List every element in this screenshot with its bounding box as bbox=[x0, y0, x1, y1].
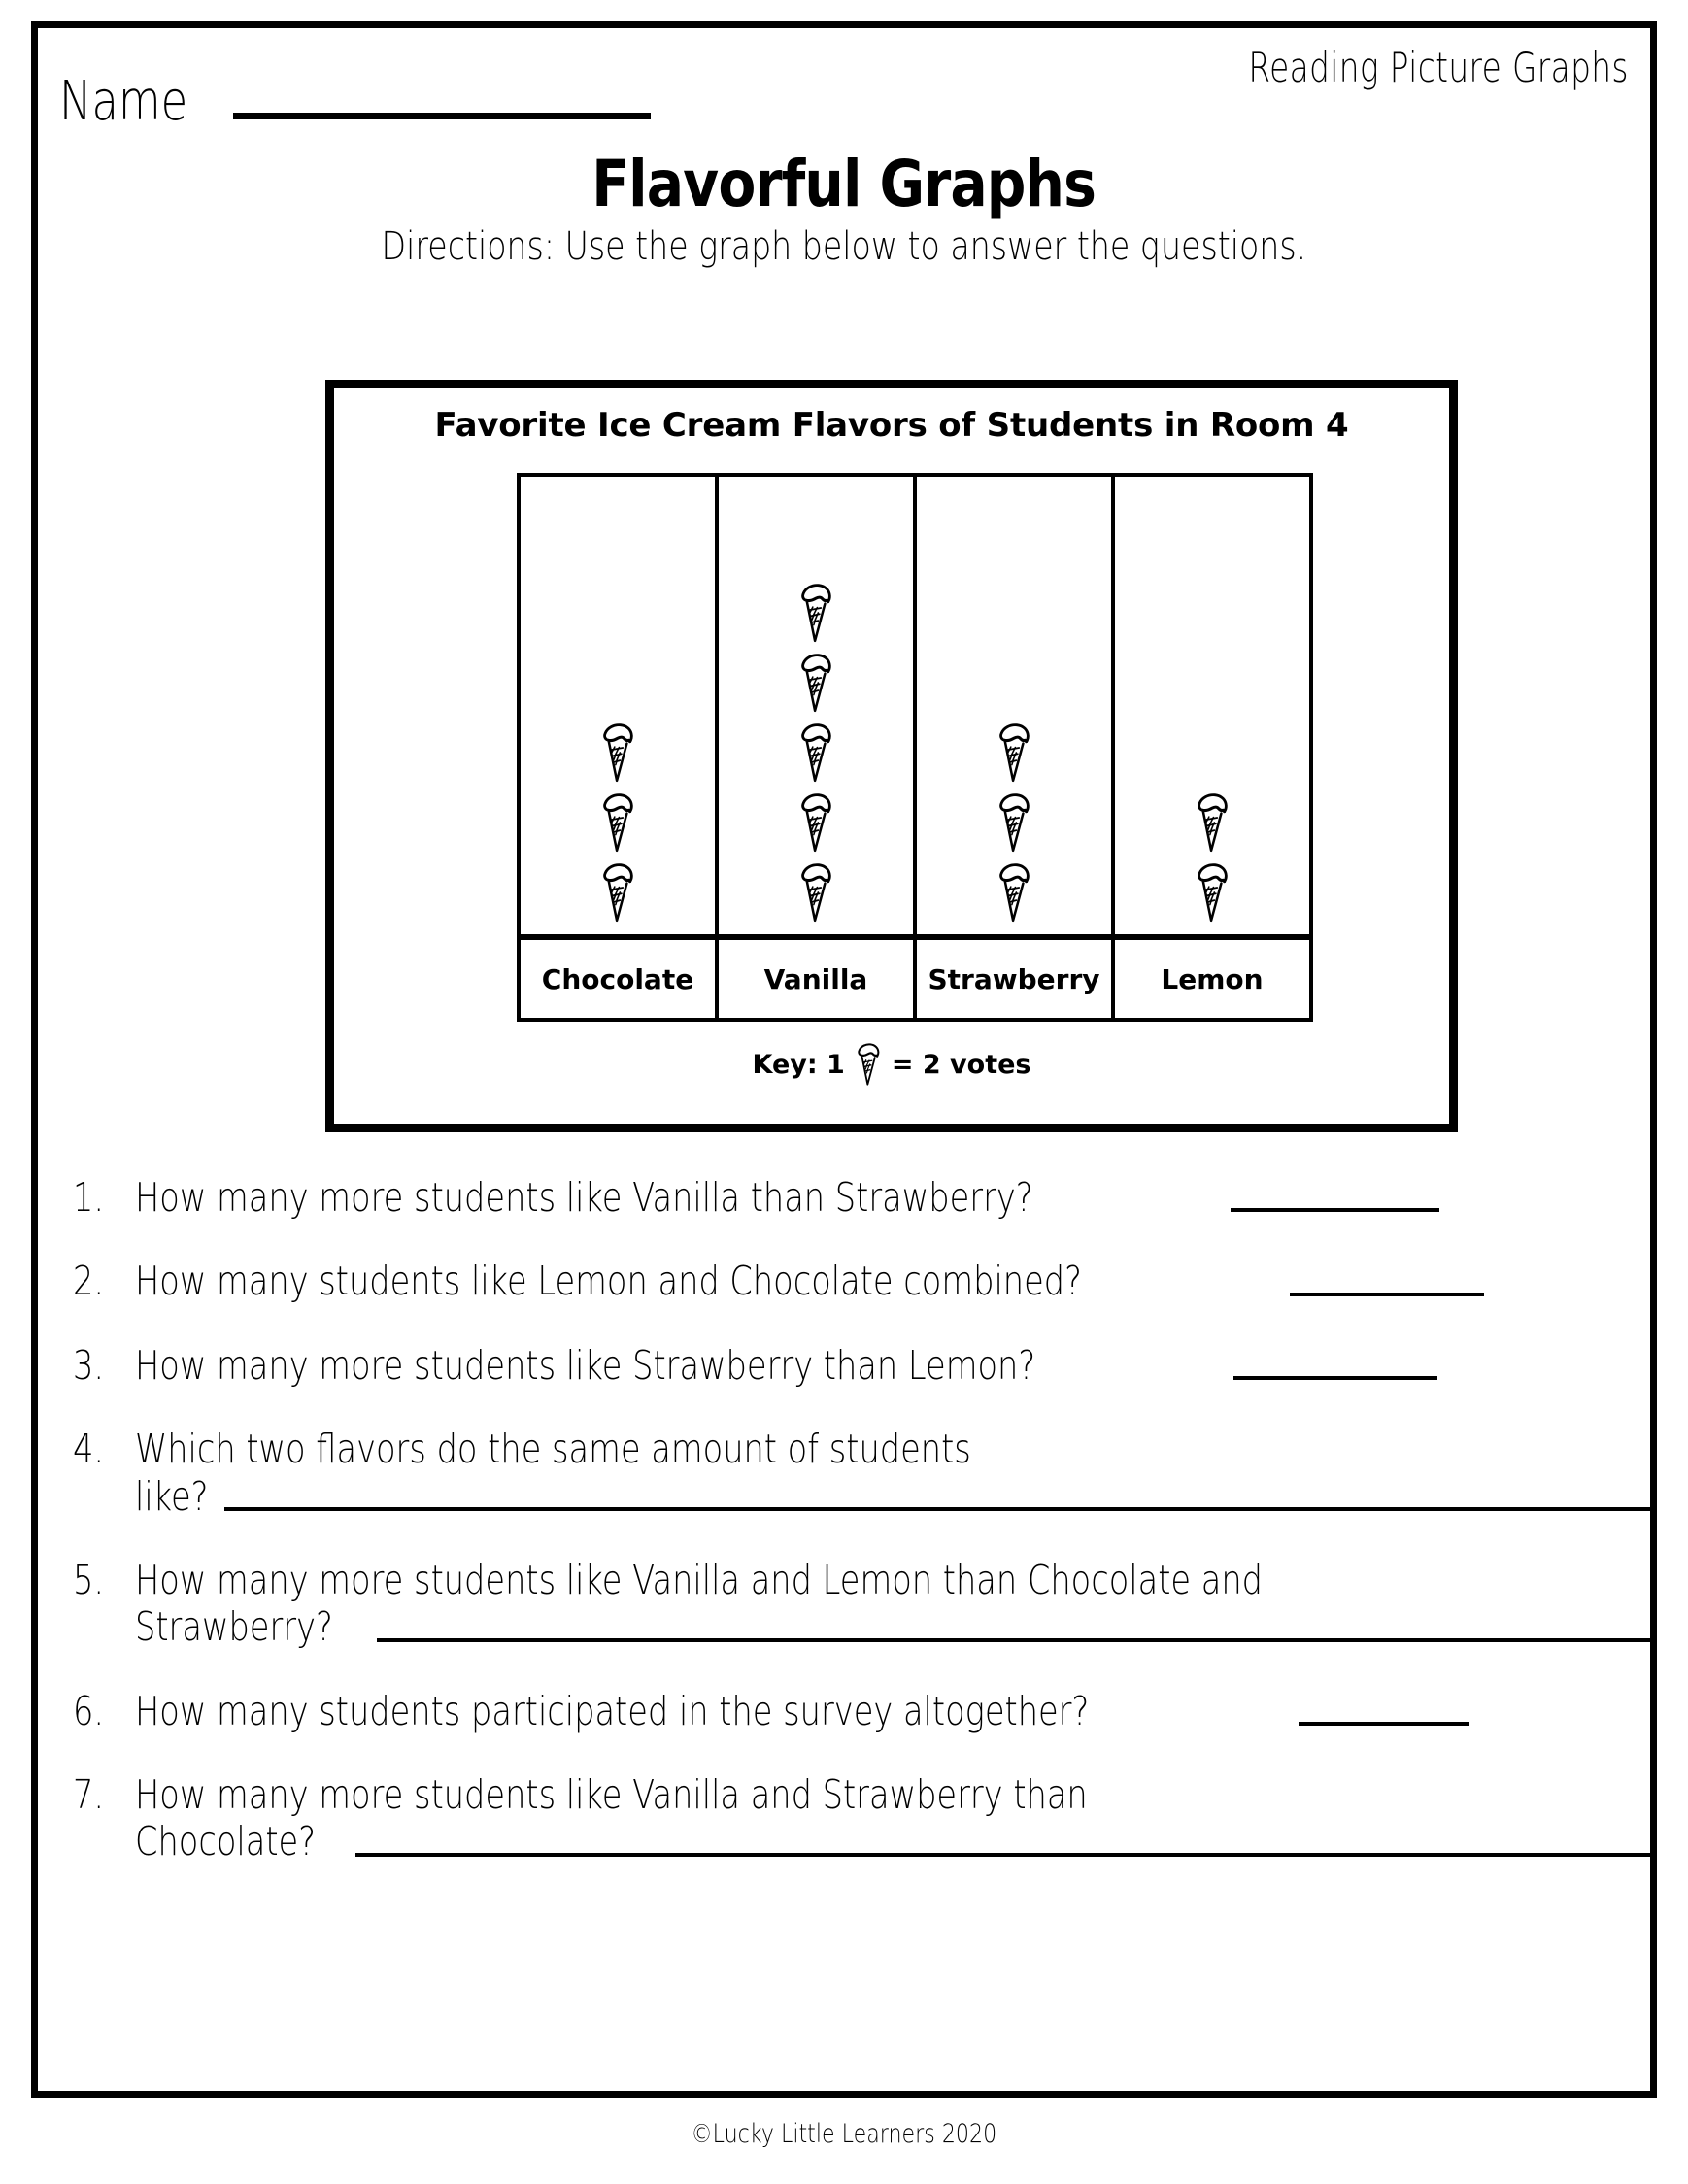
ice-cream-cone-icon bbox=[795, 647, 836, 717]
ice-cream-cone-icon bbox=[597, 857, 638, 926]
question-line bbox=[135, 1258, 1656, 1304]
graph-key bbox=[334, 1041, 1449, 1089]
ice-cream-cone-icon bbox=[795, 651, 836, 714]
pictograph-label-chocolate bbox=[521, 940, 719, 1018]
directions-text: Directions: Use the graph below to answer the questions. bbox=[381, 224, 1307, 269]
answer-blank[interactable] bbox=[1290, 1293, 1484, 1296]
page-title-text: Flavorful Graphs bbox=[591, 147, 1097, 221]
name-label: Name bbox=[59, 70, 188, 133]
answer-blank[interactable] bbox=[224, 1507, 1656, 1511]
ice-cream-cone-icon bbox=[597, 787, 638, 857]
question-number: 1. bbox=[73, 1174, 105, 1221]
ice-cream-cone-icon bbox=[994, 790, 1034, 854]
ice-cream-cone-icon bbox=[1192, 787, 1232, 857]
question-item bbox=[73, 1771, 1656, 1865]
question-body bbox=[135, 1426, 1656, 1520]
pictograph-label-text: Lemon bbox=[1161, 962, 1264, 995]
question-line bbox=[135, 1174, 1656, 1221]
pictograph-label-vanilla bbox=[719, 940, 917, 1018]
question-line bbox=[135, 1426, 1656, 1472]
ice-cream-cone-icon bbox=[597, 860, 638, 924]
answer-blank[interactable] bbox=[1233, 1376, 1437, 1380]
question-number: 4. bbox=[73, 1426, 105, 1473]
name-blank-line[interactable] bbox=[233, 113, 651, 119]
answer-blank[interactable] bbox=[377, 1638, 1656, 1642]
question-item bbox=[73, 1688, 1656, 1734]
ice-cream-cone-icon bbox=[795, 577, 836, 647]
question-line bbox=[135, 1557, 1656, 1603]
question-text: How many more students like Vanilla and Lemon than Chocolate and bbox=[135, 1556, 1264, 1603]
questions-list bbox=[73, 1174, 1656, 1902]
ice-cream-cone-icon bbox=[1192, 857, 1232, 926]
pictograph-label-text: Strawberry bbox=[928, 962, 1100, 995]
pictograph-column-chocolate bbox=[521, 477, 719, 934]
question-number: 5. bbox=[73, 1556, 105, 1603]
question-number: 7. bbox=[73, 1771, 105, 1818]
question-number: 2. bbox=[73, 1258, 105, 1305]
pictograph-table bbox=[517, 473, 1313, 1022]
question-item bbox=[73, 1258, 1656, 1304]
key-prefix-label: Key: 1 bbox=[752, 1050, 845, 1080]
worksheet-topic: Reading Picture Graphs bbox=[1248, 44, 1629, 91]
pictograph-column-lemon bbox=[1115, 477, 1309, 934]
name-row bbox=[59, 70, 651, 133]
ice-cream-cone-icon bbox=[994, 860, 1034, 924]
ice-cream-cone-icon bbox=[795, 721, 836, 784]
question-text: Strawberry? bbox=[135, 1603, 333, 1651]
question-item bbox=[73, 1342, 1656, 1389]
question-line bbox=[135, 1688, 1656, 1734]
key-suffix-label: = 2 votes bbox=[891, 1050, 1031, 1080]
question-text: like? bbox=[135, 1472, 209, 1520]
question-text: How many more students like Vanilla than Strawberry? bbox=[135, 1174, 1033, 1221]
question-line bbox=[135, 1603, 1656, 1650]
ice-cream-cone-icon bbox=[597, 717, 638, 787]
ice-cream-cone-icon bbox=[795, 790, 836, 854]
pictograph-label-text: Chocolate bbox=[541, 962, 694, 995]
question-line bbox=[135, 1771, 1656, 1818]
pictograph-label-row bbox=[521, 934, 1309, 1018]
question-body bbox=[135, 1557, 1656, 1651]
ice-cream-cone-icon bbox=[795, 787, 836, 857]
ice-cream-cone-icon bbox=[795, 717, 836, 787]
answer-blank[interactable] bbox=[355, 1853, 1656, 1857]
answer-blank[interactable] bbox=[1299, 1722, 1469, 1726]
question-text: How many students like Lemon and Chocolate combined? bbox=[135, 1258, 1082, 1305]
question-text: Chocolate? bbox=[135, 1818, 317, 1865]
pictograph-label-strawberry bbox=[917, 940, 1115, 1018]
pictograph-label-text: Vanilla bbox=[763, 962, 868, 995]
question-item bbox=[73, 1426, 1656, 1520]
question-number: 6. bbox=[73, 1687, 105, 1734]
question-line bbox=[135, 1473, 1656, 1520]
ice-cream-cone-icon bbox=[854, 1041, 883, 1087]
question-body bbox=[135, 1258, 1656, 1304]
pictograph-column-strawberry bbox=[917, 477, 1115, 934]
graph-title: Favorite Ice Cream Flavors of Students in Room 4 bbox=[434, 406, 1349, 445]
page-title bbox=[38, 147, 1650, 221]
question-body bbox=[135, 1174, 1656, 1221]
question-text: How many more students like Strawberry than Lemon? bbox=[135, 1341, 1036, 1389]
pictograph-label-lemon bbox=[1115, 940, 1309, 1018]
ice-cream-cone-icon bbox=[795, 581, 836, 644]
worksheet-border bbox=[31, 21, 1657, 2098]
ice-cream-cone-icon bbox=[994, 787, 1034, 857]
pictograph-column-vanilla bbox=[719, 477, 917, 934]
ice-cream-cone-icon bbox=[597, 721, 638, 784]
pictograph-columns bbox=[521, 477, 1309, 934]
question-number: 3. bbox=[73, 1341, 105, 1389]
ice-cream-cone-icon bbox=[994, 717, 1034, 787]
answer-blank[interactable] bbox=[1231, 1208, 1439, 1212]
ice-cream-cone-icon bbox=[1192, 790, 1232, 854]
graph-panel bbox=[325, 380, 1458, 1132]
question-body bbox=[135, 1688, 1656, 1734]
footer-credit-text: ©Lucky Little Learners 2020 bbox=[691, 2119, 997, 2149]
footer-credit bbox=[0, 2119, 1688, 2149]
question-item bbox=[73, 1174, 1656, 1221]
question-line bbox=[135, 1818, 1656, 1865]
question-text: How many students participated in the survey altogether? bbox=[135, 1687, 1090, 1734]
ice-cream-cone-icon bbox=[597, 790, 638, 854]
ice-cream-cone-icon bbox=[795, 860, 836, 924]
question-text: How many more students like Vanilla and Strawberry than bbox=[135, 1771, 1088, 1818]
directions bbox=[38, 224, 1650, 269]
ice-cream-cone-icon bbox=[994, 721, 1034, 784]
question-body bbox=[135, 1771, 1656, 1865]
ice-cream-cone-icon bbox=[1192, 860, 1232, 924]
question-line bbox=[135, 1342, 1656, 1389]
question-text: Which two flavors do the same amount of students bbox=[135, 1426, 971, 1473]
ice-cream-cone-icon bbox=[994, 857, 1034, 926]
ice-cream-cone-icon bbox=[854, 1041, 883, 1087]
question-item bbox=[73, 1557, 1656, 1651]
ice-cream-cone-icon bbox=[795, 857, 836, 926]
question-body bbox=[135, 1342, 1656, 1389]
